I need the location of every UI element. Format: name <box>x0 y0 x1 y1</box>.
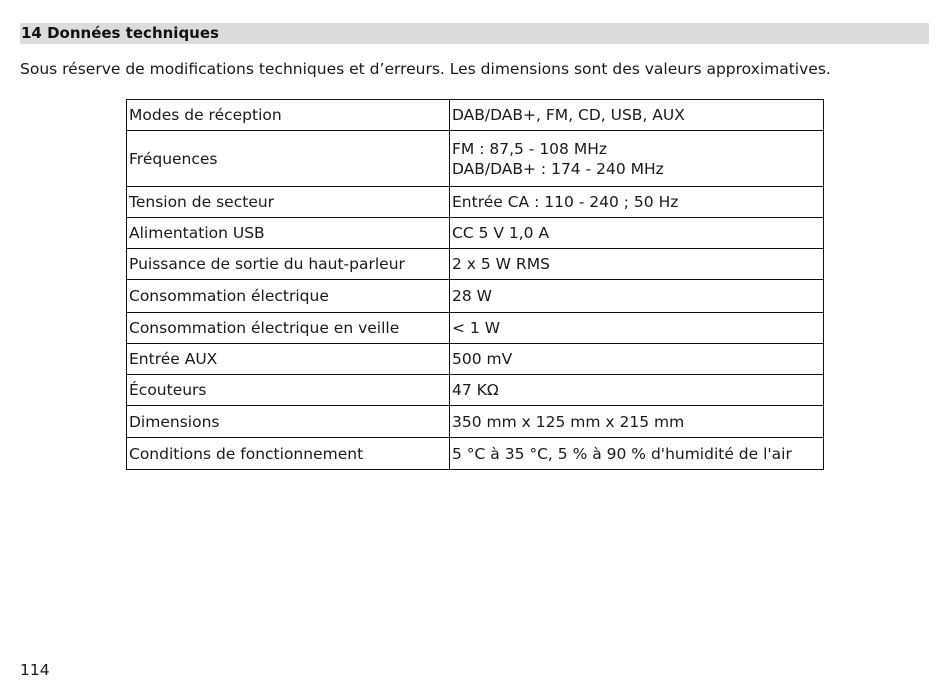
spec-label: Conditions de fonctionnement <box>127 438 450 470</box>
spec-value <box>450 131 824 187</box>
spec-label: Consommation électrique en veille <box>127 313 450 344</box>
spec-label: Tension de secteur <box>127 187 450 218</box>
spec-label: Puissance de sortie du haut-parleur <box>127 249 450 280</box>
intro-text: Sous réserve de modifications techniques et d’erreurs. Les dimensions sont des valeurs approximatives. <box>20 60 831 78</box>
spec-value: 5 °C à 35 °C, 5 % à 90 % d'humidité de l'air <box>450 438 824 470</box>
table-row <box>127 280 824 313</box>
section-header <box>20 23 929 44</box>
spec-label: Alimentation USB <box>127 218 450 249</box>
spec-value-line: FM : 87,5 - 108 MHz <box>452 139 607 158</box>
spec-value-line: DAB/DAB+ : 174 - 240 MHz <box>452 159 664 178</box>
spec-value: 2 x 5 W RMS <box>450 249 824 280</box>
page-number: 114 <box>20 661 50 679</box>
spec-value: Entrée CA : 110 - 240 ; 50 Hz <box>450 187 824 218</box>
spec-label: Écouteurs <box>127 375 450 406</box>
table-row <box>127 249 824 280</box>
specifications-table <box>126 99 824 470</box>
spec-value: DAB/DAB+, FM, CD, USB, AUX <box>450 100 824 131</box>
table-row <box>127 375 824 406</box>
table-row <box>127 131 824 187</box>
table-row <box>127 406 824 438</box>
spec-label: Dimensions <box>127 406 450 438</box>
spec-label: Consommation électrique <box>127 280 450 313</box>
spec-value: 500 mV <box>450 344 824 375</box>
table-row <box>127 313 824 344</box>
table-row <box>127 218 824 249</box>
spec-label: Fréquences <box>127 131 450 187</box>
table-row <box>127 187 824 218</box>
table-row <box>127 100 824 131</box>
table-row <box>127 438 824 470</box>
spec-value: CC 5 V 1,0 A <box>450 218 824 249</box>
spec-label: Entrée AUX <box>127 344 450 375</box>
table-row <box>127 344 824 375</box>
section-title: 14 Données techniques <box>21 24 219 42</box>
spec-value: 28 W <box>450 280 824 313</box>
spec-value: 350 mm x 125 mm x 215 mm <box>450 406 824 438</box>
spec-value: < 1 W <box>450 313 824 344</box>
spec-label: Modes de réception <box>127 100 450 131</box>
spec-value: 47 KΩ <box>450 375 824 406</box>
